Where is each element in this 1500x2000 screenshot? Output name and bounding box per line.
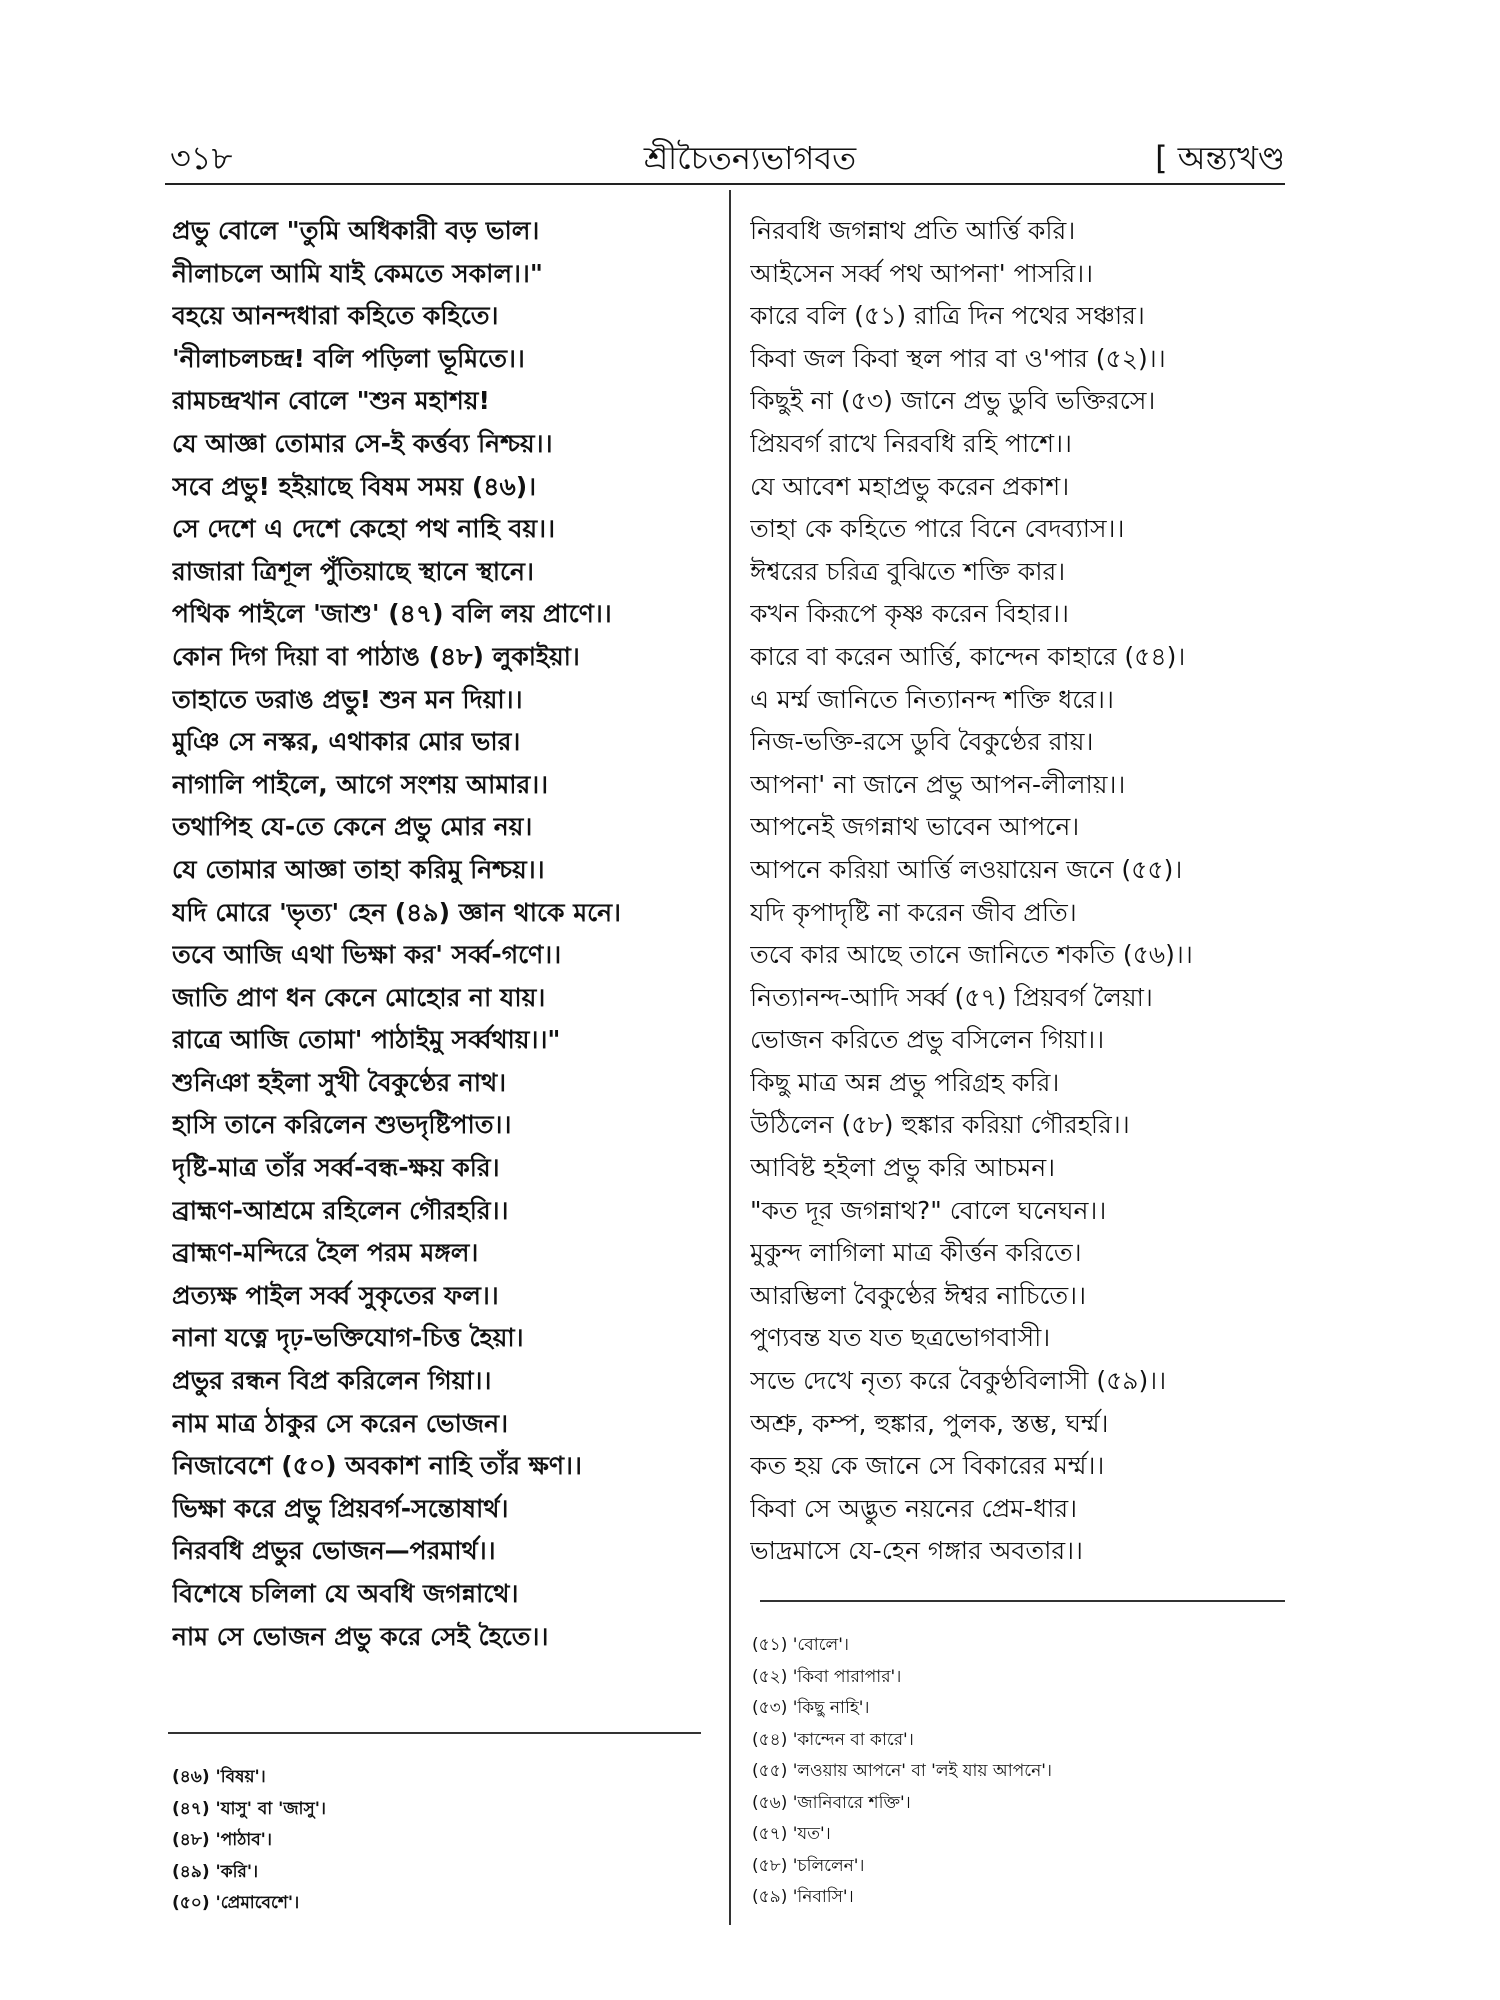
verse-line: যে আবেশ মহাপ্রভু করেন প্রকাশ। bbox=[750, 471, 1070, 501]
verse-line: তাহাতে ডরাঙ প্রভু! শুন মন দিয়া।। bbox=[172, 684, 523, 714]
footnote: (৫২) 'কিবা পারাপার'। bbox=[752, 1666, 902, 1687]
verse-line: বহয়ে আনন্দধারা কহিতে কহিতে। bbox=[172, 301, 499, 331]
footnote: (৫৯) 'নিবাসি'। bbox=[752, 1887, 854, 1907]
verse-line: ভিক্ষা করে প্রভু প্রিয়বর্গ-সন্তোষার্থ। bbox=[172, 1493, 509, 1523]
footnote-rule-left bbox=[168, 1732, 701, 1734]
verse-line: ভাদ্রমাসে যে-হেন গঙ্গার অবতার।। bbox=[750, 1536, 1083, 1566]
left-column bbox=[172, 210, 692, 1658]
verse-line: কারে বলি (৫১) রাত্রি দিন পথের সঞ্চার। bbox=[750, 301, 1145, 331]
verse-line: যে আজ্ঞা তোমার সে-ই কর্ত্তব্য নিশ্চয়।। bbox=[172, 428, 553, 458]
verse-line: কিবা জল কিবা স্থল পার বা ও'পার (৫২)।। bbox=[750, 343, 1166, 373]
verse-line: যে তোমার আজ্ঞা তাহা করিমু নিশ্চয়।। bbox=[172, 854, 545, 884]
footnote: (৪৯) 'করি'। bbox=[172, 1861, 259, 1882]
verse-line: "কত দূর জগন্নাথ?" বোলে ঘনেঘন।। bbox=[750, 1195, 1107, 1225]
footnote: (৫৫) 'লওয়ায় আপনে' বা 'লই যায় আপনে'। bbox=[752, 1761, 1052, 1781]
verse-line: নাম মাত্র ঠাকুর সে করেন ভোজন। bbox=[172, 1408, 509, 1438]
verse-line: কখন কিরূপে কৃষ্ণ করেন বিহার।। bbox=[750, 599, 1069, 629]
verse-line: কোন দিগ দিয়া বা পাঠাঙ (৪৮) লুকাইয়া। bbox=[172, 641, 580, 671]
verse-line: যদি মোরে 'ভৃত্য' হেন (৪৯) জ্ঞান থাকে মনে। bbox=[172, 897, 621, 927]
verse-line: আবিষ্ট হইলা প্রভু করি আচমন। bbox=[750, 1153, 1056, 1183]
verse-line: মুঞি সে নস্কর, এথাকার মোর ভার। bbox=[172, 727, 521, 757]
right-column bbox=[750, 210, 1270, 1573]
section-title: [ অন্ত্যখণ্ড bbox=[1155, 139, 1285, 177]
verse-line: প্রত্যক্ষ পাইল সর্ব্ব সুকৃতের ফল।। bbox=[172, 1280, 499, 1310]
verse-line: রামচন্দ্রখান বোলে "শুন মহাশয়! bbox=[172, 386, 490, 416]
footnotes-left bbox=[172, 1762, 326, 1920]
footnote: (৫৬) 'জানিবারে শক্তি'। bbox=[752, 1792, 911, 1813]
verse-line: কারে বা করেন আর্ত্তি, কান্দেন কাহারে (৫৪)। bbox=[750, 641, 1186, 671]
verse-line: রাত্রে আজি তোমা' পাঠাইমু সর্ব্বথায়।।" bbox=[172, 1025, 561, 1055]
verse-line: 'নীলাচলচন্দ্র! বলি পড়িলা ভূমিতে।। bbox=[172, 343, 525, 373]
verse-line: বিশেষে চলিলা যে অবধি জগন্নাথে। bbox=[172, 1579, 519, 1608]
verse-line: নিজাবেশে (৫০) অবকাশ নাহি তাঁর ক্ষণ।। bbox=[172, 1451, 582, 1481]
footnote: (৪৭) 'যাসু' বা 'জাসু'। bbox=[172, 1798, 326, 1819]
footnote: (৫১) 'বোলে'। bbox=[752, 1635, 849, 1655]
footnote-rule-right bbox=[760, 1600, 1285, 1602]
verse-line: ব্রাহ্মণ-আশ্রমে রহিলেন গৌরহরি।। bbox=[172, 1195, 509, 1225]
verse-line: আপনা' না জানে প্রভু আপন-লীলায়।। bbox=[750, 769, 1126, 799]
verse-line: তথাপিহ যে-তে কেনে প্রভু মোর নয়। bbox=[172, 812, 533, 842]
page-title: শ্রীচৈতন্যভাগবত bbox=[643, 139, 857, 177]
verse-line: দৃষ্টি-মাত্র তাঁর সর্ব্ব-বন্ধ-ক্ষয় করি। bbox=[172, 1153, 500, 1183]
verse-line: যদি কৃপাদৃষ্টি না করেন জীব প্রতি। bbox=[750, 897, 1077, 927]
verse-line: সে দেশে এ দেশে কেহো পথ নাহি বয়।। bbox=[172, 514, 556, 544]
footnote: (৫৩) 'কিছু নাহি'। bbox=[752, 1698, 870, 1718]
verse-line: সভে দেখে নৃত্য করে বৈকুণ্ঠবিলাসী (৫৯)।। bbox=[750, 1366, 1167, 1396]
verse-line: ভোজন করিতে প্রভু বসিলেন গিয়া।। bbox=[750, 1025, 1105, 1055]
verse-line: ঈশ্বরের চরিত্র বুঝিতে শক্তি কার। bbox=[750, 556, 1066, 586]
verse-line: পুণ্যবন্ত যত যত ছত্রভোগবাসী। bbox=[750, 1323, 1051, 1353]
verse-line: আইসেন সর্ব্ব পথ আপনা' পাসরি।। bbox=[750, 258, 1094, 288]
verse-line: প্রভুর রন্ধন বিপ্র করিলেন গিয়া।। bbox=[172, 1366, 492, 1396]
verse-line: ব্রাহ্মণ-মন্দিরে হৈল পরম মঙ্গল। bbox=[172, 1238, 479, 1268]
verse-line: উঠিলেন (৫৮) হুঙ্কার করিয়া গৌরহরি।। bbox=[750, 1110, 1130, 1140]
verse-line: নিজ-ভক্তি-রসে ডুবি বৈকুণ্ঠের রায়। bbox=[750, 727, 1094, 757]
verse-line: তবে আজি এথা ভিক্ষা কর' সর্ব্ব-গণে।। bbox=[172, 940, 562, 970]
verse-line: নিরবধি প্রভুর ভোজন—পরমার্থ।। bbox=[172, 1536, 496, 1566]
footnote: (৫৭) 'যত'। bbox=[752, 1824, 831, 1844]
footnote: (৫৮) 'চলিলেন'। bbox=[752, 1855, 865, 1876]
footnote: (৫৪) 'কান্দেন বা কারে'। bbox=[752, 1729, 914, 1750]
footnote: (৪৮) 'পাঠাব'। bbox=[172, 1830, 272, 1850]
verse-line: রাজারা ত্রিশূল পুঁতিয়াছে স্থানে স্থানে। bbox=[172, 556, 534, 586]
verse-line: নাম সে ভোজন প্রভু করে সেই হৈতে।। bbox=[172, 1621, 549, 1651]
footnote: (৫০) 'প্রেমাবেশে'। bbox=[172, 1893, 300, 1913]
verse-line: হাসি তানে করিলেন শুভদৃষ্টিপাত।। bbox=[172, 1110, 512, 1140]
verse-line: নীলাচলে আমি যাই কেমতে সকাল।।" bbox=[172, 258, 543, 288]
verse-line: পথিক পাইলে 'জাশু' (৪৭) বলি লয় প্রাণে।। bbox=[172, 599, 612, 629]
verse-line: অশ্রু, কম্প, হুঙ্কার, পুলক, স্তম্ভ, ঘর্ম্ম। bbox=[750, 1408, 1109, 1438]
verse-line: কিছু মাত্র অন্ন প্রভু পরিগ্রহ করি। bbox=[750, 1067, 1060, 1097]
footnotes-right bbox=[752, 1630, 1052, 1914]
verse-line: কিছুই না (৫৩) জানে প্রভু ডুবি ভক্তিরসে। bbox=[750, 386, 1156, 416]
verse-line: সবে প্রভু! হইয়াছে বিষম সময় (৪৬)। bbox=[172, 471, 537, 501]
column-divider bbox=[729, 190, 731, 1925]
footnote: (৪৬) 'বিষয়'। bbox=[172, 1767, 266, 1787]
verse-line: প্রিয়বর্গ রাখে নিরবধি রহি পাশে।। bbox=[750, 428, 1072, 458]
verse-line: নিরবধি জগন্নাথ প্রতি আর্ত্তি করি। bbox=[750, 216, 1076, 245]
verse-line: আপনে করিয়া আর্ত্তি লওয়ায়েন জনে (৫৫)। bbox=[750, 854, 1183, 884]
verse-line: শুনিঞা হইলা সুখী বৈকুণ্ঠের নাথ। bbox=[172, 1067, 507, 1097]
verse-line: প্রভু বোলে "তুমি অধিকারী বড় ভাল। bbox=[172, 216, 540, 245]
verse-line: জাতি প্রাণ ধন কেনে মোহোর না যায়। bbox=[172, 982, 546, 1012]
page-number: ৩১৮ bbox=[170, 139, 233, 177]
verse-line: আরম্ভিলা বৈকুণ্ঠের ঈশ্বর নাচিতে।। bbox=[750, 1280, 1087, 1310]
verse-line: তবে কার আছে তানে জানিতে শকতি (৫৬)।। bbox=[750, 940, 1193, 970]
verse-line: কত হয় কে জানে সে বিকারের মর্ম্ম।। bbox=[750, 1451, 1105, 1481]
verse-line: মুকুন্দ লাগিলা মাত্র কীর্ত্তন করিতে। bbox=[750, 1238, 1082, 1268]
verse-line: তাহা কে কহিতে পারে বিনে বেদব্যাস।। bbox=[750, 514, 1125, 544]
verse-line: নানা যত্নে দৃঢ়-ভক্তিযোগ-চিত্ত হৈয়া। bbox=[172, 1323, 524, 1353]
verse-line: আপনেই জগন্নাথ ভাবেন আপনে। bbox=[750, 812, 1080, 842]
verse-line: এ মর্ম্ম জানিতে নিত্যানন্দ শক্তি ধরে।। bbox=[750, 684, 1114, 714]
header-rule bbox=[165, 183, 1285, 185]
verse-line: কিবা সে অদ্ভুত নয়নের প্রেম-ধার। bbox=[750, 1493, 1078, 1523]
verse-line: নাগালি পাইলে, আগে সংশয় আমার।। bbox=[172, 769, 549, 799]
verse-line: নিত্যানন্দ-আদি সর্ব্ব (৫৭) প্রিয়বর্গ লৈয়া। bbox=[750, 982, 1153, 1012]
